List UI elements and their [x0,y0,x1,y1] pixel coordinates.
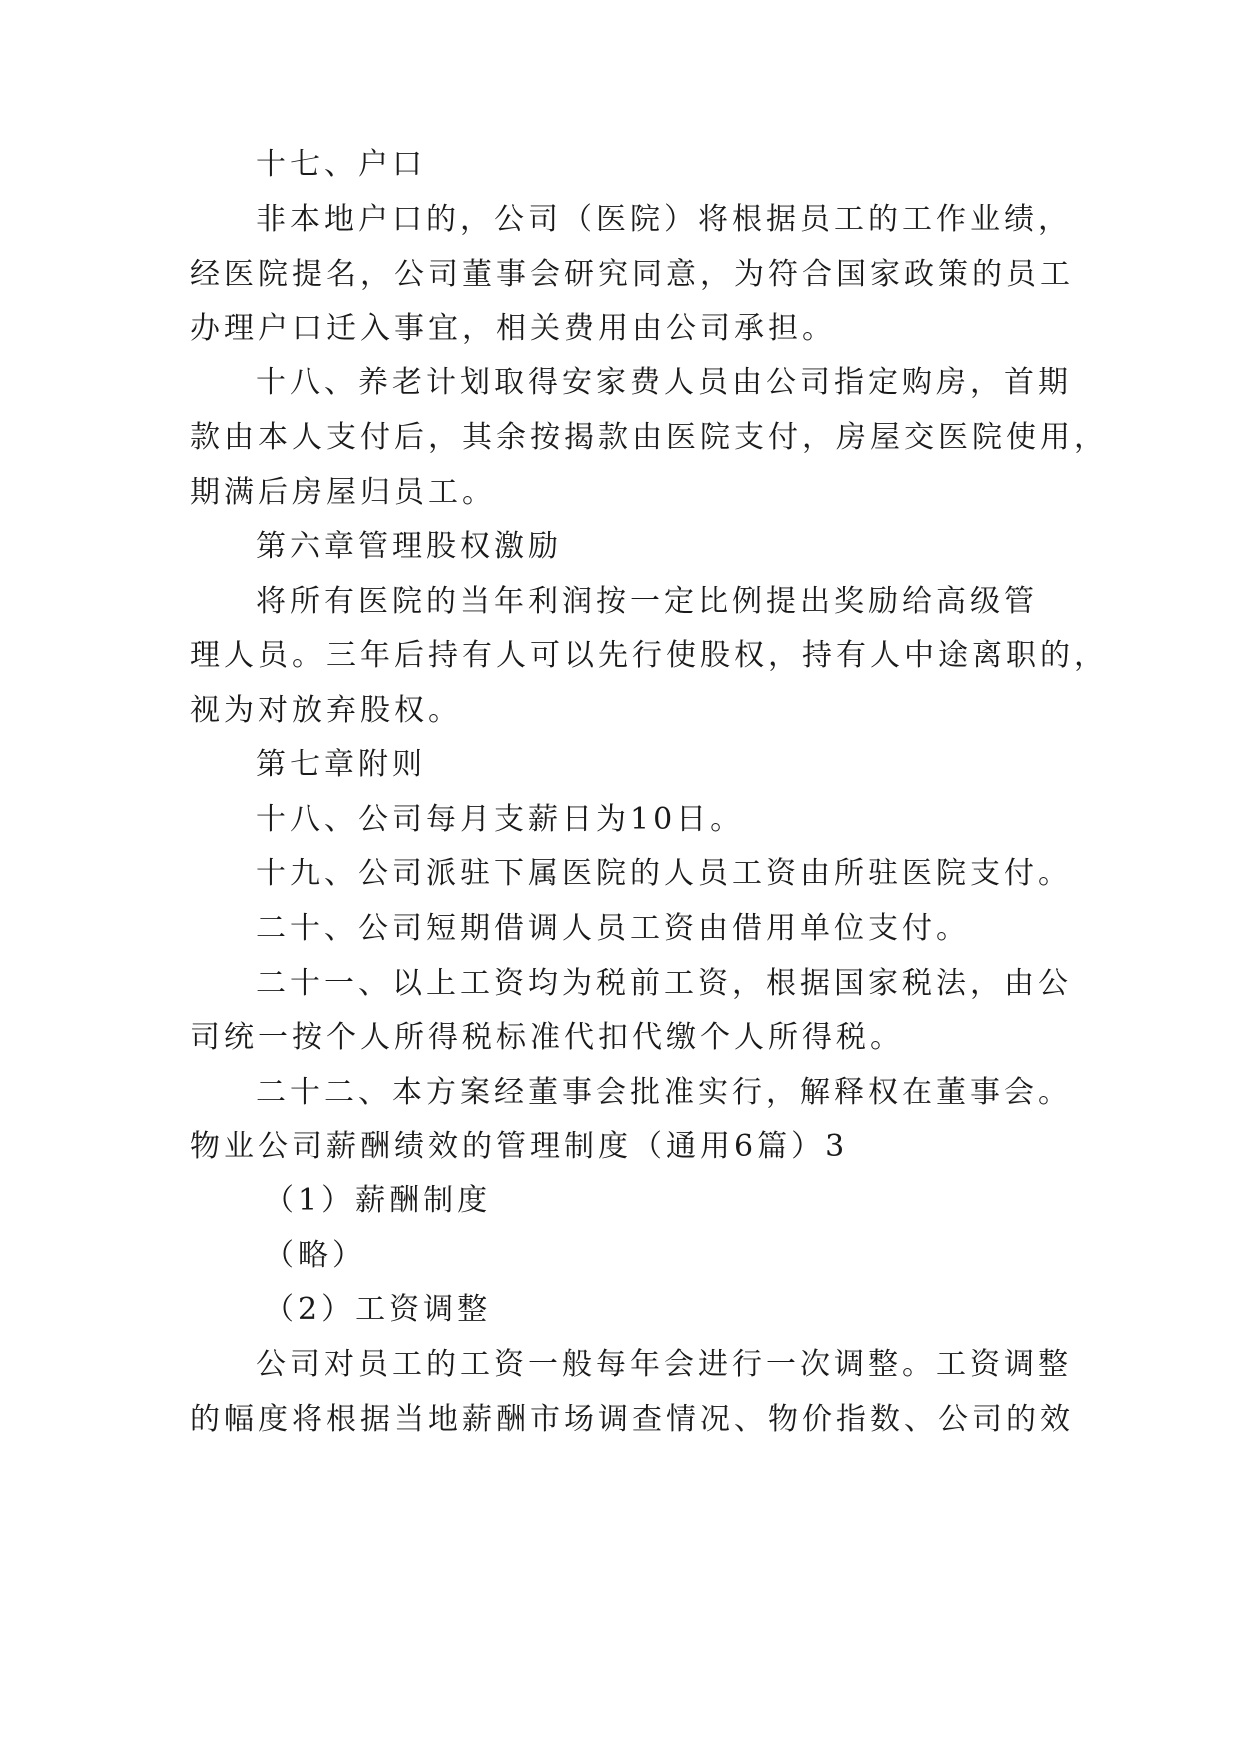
document-title: 物业公司薪酬绩效的管理制度（通用6篇）3 [190,1129,849,1164]
paragraph-line: （略） [264,1238,366,1273]
paragraph-line: 视为对放弃股权。 [190,693,462,728]
paragraph-line: 经医院提名，公司董事会研究同意，为符合国家政策的员工 [190,257,1074,292]
subsection-heading-2: （2）工资调整 [264,1292,492,1327]
paragraph-line: 理人员。三年后持有人可以先行使股权，持有人中途离职的， [190,638,1108,673]
paragraph-line: 司统一按个人所得税标准代扣代缴个人所得税。 [190,1020,904,1055]
paragraph-line: 的幅度将根据当地薪酬市场调查情况、物价指数、公司的效 [190,1402,1074,1437]
paragraph-line: 期满后房屋归员工。 [190,475,496,510]
paragraph-line: 将所有医院的当年利润按一定比例提出奖励给高级管 [256,584,1038,619]
paragraph-line: 办理户口迁入事宜，相关费用由公司承担。 [190,311,836,346]
subsection-heading-1: （1）薪酬制度 [264,1183,492,1218]
paragraph-line: 十八、公司每月支薪日为10日。 [256,802,745,837]
paragraph-line: 二十一、以上工资均为税前工资，根据国家税法，由公 [256,966,1072,1001]
section-heading-hukou: 十七、户口 [256,147,426,182]
paragraph-line: 公司对员工的工资一般每年会进行一次调整。工资调整 [256,1347,1072,1382]
paragraph-line: 二十二、本方案经董事会批准实行，解释权在董事会。 [256,1075,1072,1110]
paragraph-line: 二十、公司短期借调人员工资由借用单位支付。 [256,911,970,946]
paragraph-line: 非本地户口的，公司（医院）将根据员工的工作业绩， [256,202,1072,237]
chapter-heading-7: 第七章附则 [256,747,426,782]
paragraph-line: 十八、养老计划取得安家费人员由公司指定购房，首期 [256,365,1072,400]
paragraph-line: 十九、公司派驻下属医院的人员工资由所驻医院支付。 [256,856,1072,891]
paragraph-line: 款由本人支付后，其余按揭款由医院支付，房屋交医院使用， [190,420,1108,455]
chapter-heading-6: 第六章管理股权激励 [256,529,562,564]
